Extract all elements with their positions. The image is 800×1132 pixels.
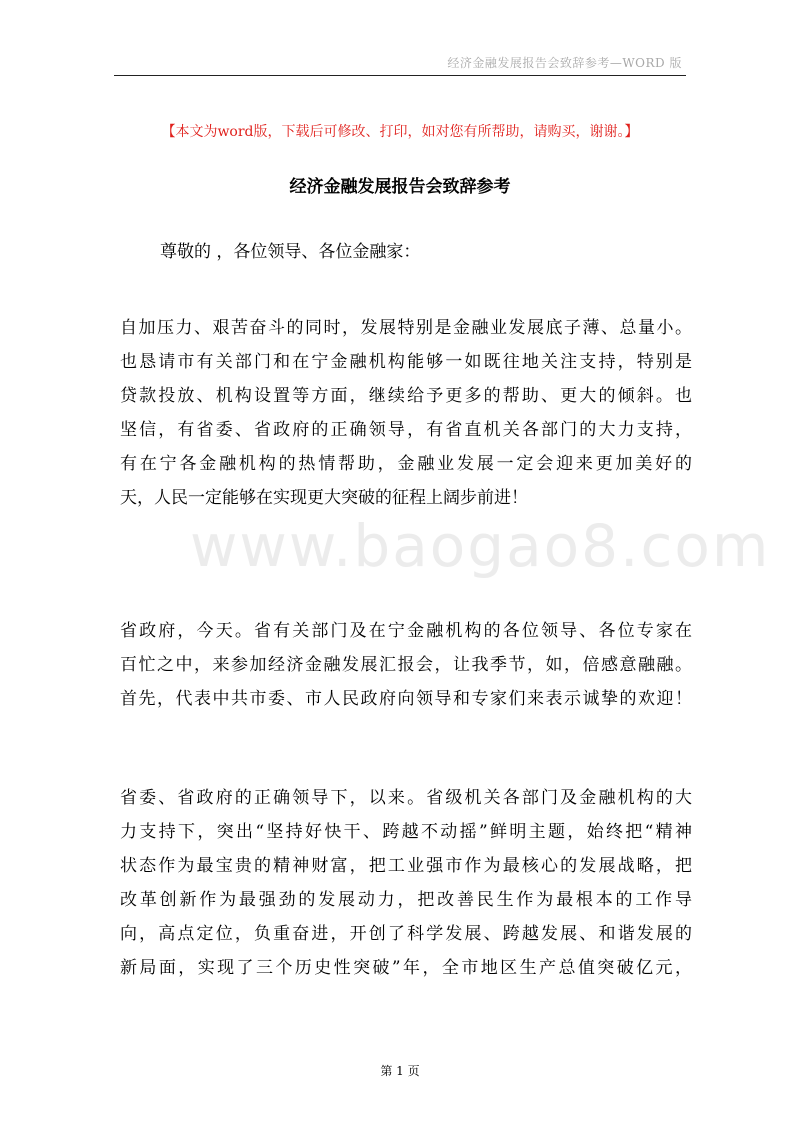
paragraph-line: 有在宁各金融机构的热情帮助，金融业发展一定会迎来更加美好的 (120, 454, 692, 474)
running-header: 经济金融发展报告会致辞参考—WORD 版 (447, 56, 682, 70)
purchase-notice: 【本文为word版，下载后可修改、打印，如对您有所帮助，请购买，谢谢。】 (161, 124, 639, 140)
document-title: 经济金融发展报告会致辞参考 (289, 177, 511, 197)
paragraph-line: 天，人民一定能够在实现更大突破的征程上阔步前进！ (120, 488, 528, 508)
paragraph-1 (120, 311, 692, 515)
watermark: www.baogao8.com (190, 512, 771, 580)
paragraph-line: 省政府，今天。省有关部门及在宁金融机构的各位领导、各位专家在 (120, 621, 692, 641)
paragraph-line: 状态作为最宝贵的精神财富，把工业强市作为最核心的发展战略，把 (120, 856, 692, 876)
paragraph-3 (120, 781, 692, 985)
paragraph-line: 力支持下，突出“坚持好快干、跨越不动摇”鲜明主题，始终把“精神 (120, 822, 692, 842)
paragraph-line: 百忙之中，来参加经济金融发展汇报会，让我季节，如，倍感意融融。 (120, 655, 692, 675)
paragraph-line: 改革创新作为最强劲的发展动力，把改善民生作为最根本的工作导 (120, 890, 692, 910)
paragraph-line: 贷款投放、机构设置等方面，继续给予更多的帮助、更大的倾斜。也 (120, 386, 692, 406)
paragraph-line: 省委、省政府的正确领导下，以来。省级机关各部门及金融机构的大 (120, 788, 692, 808)
paragraph-line: 自加压力、艰苦奋斗的同时，发展特别是金融业发展底子薄、总量小。 (120, 318, 692, 338)
page-number: 第 1 页 (380, 1064, 420, 1078)
paragraph-line: 也恳请市有关部门和在宁金融机构能够一如既往地关注支持，特别是 (120, 352, 692, 372)
salutation: 尊敬的 ，各位领导、各位金融家： (160, 242, 421, 262)
paragraph-line: 坚信，有省委、省政府的正确领导，有省直机关各部门的大力支持， (120, 420, 692, 440)
paragraph-line: 新局面，实现了三个历史性突破”年，全市地区生产总值突破亿元， (120, 958, 692, 978)
paragraph-line: 首先，代表中共市委、市人民政府向领导和专家们来表示诚挚的欢迎！ (120, 689, 692, 709)
paragraph-2 (120, 614, 692, 716)
header-divider (114, 75, 686, 76)
paragraph-line: 向，高点定位，负重奋进，开创了科学发展、跨越发展、和谐发展的 (120, 924, 692, 944)
